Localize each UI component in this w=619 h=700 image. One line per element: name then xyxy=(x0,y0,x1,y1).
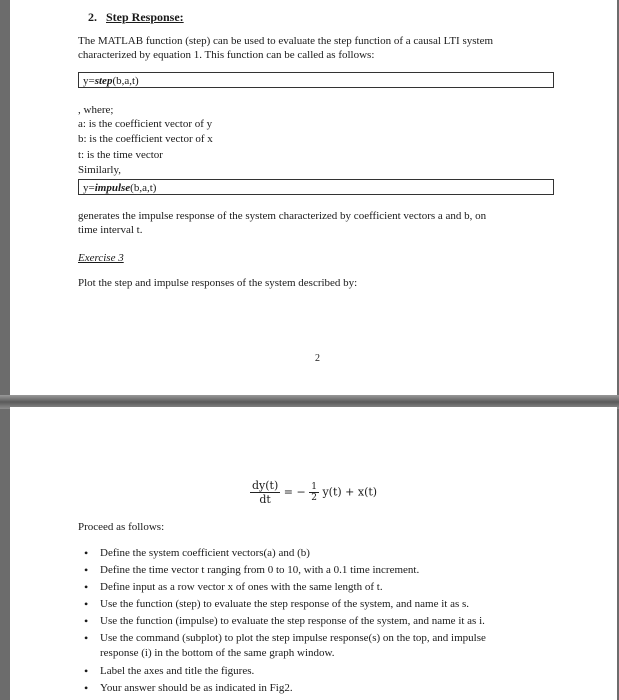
list-item: • Define input as a row vector x of ones with the same length of t. xyxy=(100,580,383,594)
list-item: • Define the system coefficient vectors(a) and (b) xyxy=(100,546,310,560)
equals-minus: = − xyxy=(283,485,306,499)
list-item: • Define the time vector t ranging from 0 to 10, with a 0.1 time increment. xyxy=(100,563,419,577)
definition-t: t: is the time vector xyxy=(78,149,163,161)
document-page-1 xyxy=(10,0,617,397)
proceed-text: Proceed as follows: xyxy=(78,521,165,533)
list-item: • Your answer should be as indicated in Fig2. xyxy=(100,681,293,695)
half-fraction xyxy=(309,482,319,503)
list-item: • Use the command (subplot) to plot the step impulse response(s) on the top, and impulse xyxy=(100,631,486,645)
equation-rhs: y(t) + x(t) xyxy=(322,485,378,499)
heading-title: Step Response: xyxy=(106,10,184,24)
intro-line-2: characterized by equation 1. This function can be called as follows: xyxy=(78,49,375,61)
step-call-function: step xyxy=(94,75,113,87)
half-denominator: 2 xyxy=(311,493,317,503)
step-call-prefix: y= xyxy=(83,75,95,87)
page-number: 2 xyxy=(315,353,320,364)
generates-line-2: time interval t. xyxy=(78,224,143,236)
differential-equation xyxy=(250,479,377,506)
section-heading xyxy=(88,10,184,24)
impulse-call-function: impulse xyxy=(94,182,131,194)
derivative-denominator: dt xyxy=(259,493,271,506)
impulse-call-box xyxy=(78,179,554,195)
document-page-2 xyxy=(10,407,617,700)
impulse-call-args: (b,a,t) xyxy=(130,182,157,194)
intro-line-1: The MATLAB function (step) can be used to evaluate the step function of a causal LTI system xyxy=(78,35,494,47)
exercise-label: Exercise 3 xyxy=(78,252,124,264)
list-item: • Use the function (step) to evaluate the step response of the system, and name it as s. xyxy=(100,597,469,611)
derivative-fraction xyxy=(250,479,280,506)
heading-number: 2. xyxy=(88,10,97,24)
half-numerator: 1 xyxy=(311,482,317,492)
similarly-text: Similarly, xyxy=(78,164,121,176)
list-item: • Use the function (impulse) to evaluate the step response of the system, and name it as i. xyxy=(100,614,485,628)
step-call-args: (b,a,t) xyxy=(112,75,139,87)
definition-b: b: is the coefficient vector of x xyxy=(78,133,213,145)
definition-a: a: is the coefficient vector of y xyxy=(78,118,213,130)
where-text: , where; xyxy=(78,104,114,116)
impulse-call-prefix: y= xyxy=(83,182,95,194)
list-item-continuation: response (i) in the bottom of the same graph window. xyxy=(100,647,335,659)
list-item: • Label the axes and title the figures. xyxy=(100,664,254,678)
plot-instruction: Plot the step and impulse responses of the system described by: xyxy=(78,277,358,289)
generates-line-1: generates the impulse response of the system characterized by coefficient vectors a and b, on xyxy=(78,210,487,222)
derivative-numerator: dy(t) xyxy=(252,479,279,492)
step-call-box xyxy=(78,72,554,88)
